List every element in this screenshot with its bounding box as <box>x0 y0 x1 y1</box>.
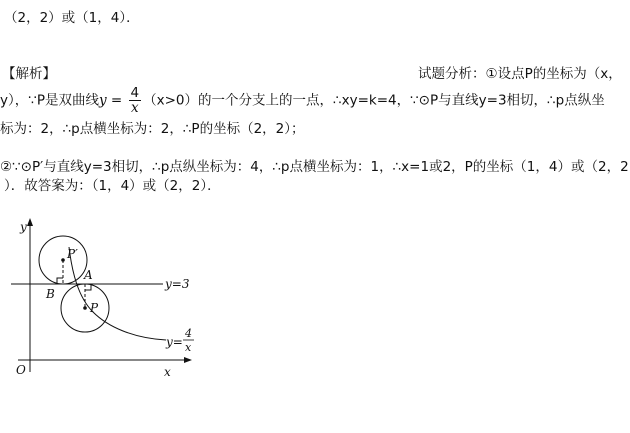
label-p: P <box>90 301 99 315</box>
analysis-line-3: 标为：2，∴p点横坐标为：2，∴P的坐标（2，2）； <box>0 121 305 137</box>
hyperbola-curve <box>69 247 166 340</box>
formula-y: y <box>98 92 107 109</box>
label-a: A <box>84 268 93 282</box>
analysis-line-5: ）．故答案为：（1，4）或（2，2）． <box>4 178 221 194</box>
formula-numerator: 4 <box>130 85 140 101</box>
formula-eq: = <box>106 92 127 109</box>
label-curve-den: x <box>185 341 192 354</box>
analysis-line-2-part1: y），∵P是双曲线 <box>0 92 99 109</box>
analysis-tag: 【解析】 <box>2 66 56 82</box>
geometry-figure <box>8 212 218 382</box>
analysis-line-2 <box>0 86 605 115</box>
label-curve-prefix: y= <box>166 335 183 349</box>
analysis-line-4: ②∵⊙P′与直线y=3相切，∴p点纵坐标为：4，∴p点横坐标为：1，∴x=1或2，P的坐标（1，4）或（2，2 <box>0 159 629 175</box>
label-y-axis: y <box>20 220 27 234</box>
label-origin: O <box>16 363 26 377</box>
label-x-axis: x <box>164 365 171 379</box>
y-axis-arrow <box>27 218 33 226</box>
label-line-y3: y=3 <box>165 277 190 291</box>
label-p-prime: P′ <box>67 247 78 261</box>
analysis-header-right: 试题分析：①设点P的坐标为（x， <box>418 66 622 82</box>
x-axis-arrow <box>184 357 192 363</box>
label-curve-num: 4 <box>185 327 192 340</box>
label-b: B <box>46 287 55 301</box>
analysis-line-2-part2: （x>0）的一个分支上的一点，∴xy=k=4，∵⊙P与直线y=3相切，∴p点纵坐 <box>143 92 605 109</box>
answer-line: （2，2）或（1，4）． <box>4 10 140 26</box>
formula-fraction <box>129 86 142 115</box>
formula-denominator: x <box>131 100 139 116</box>
